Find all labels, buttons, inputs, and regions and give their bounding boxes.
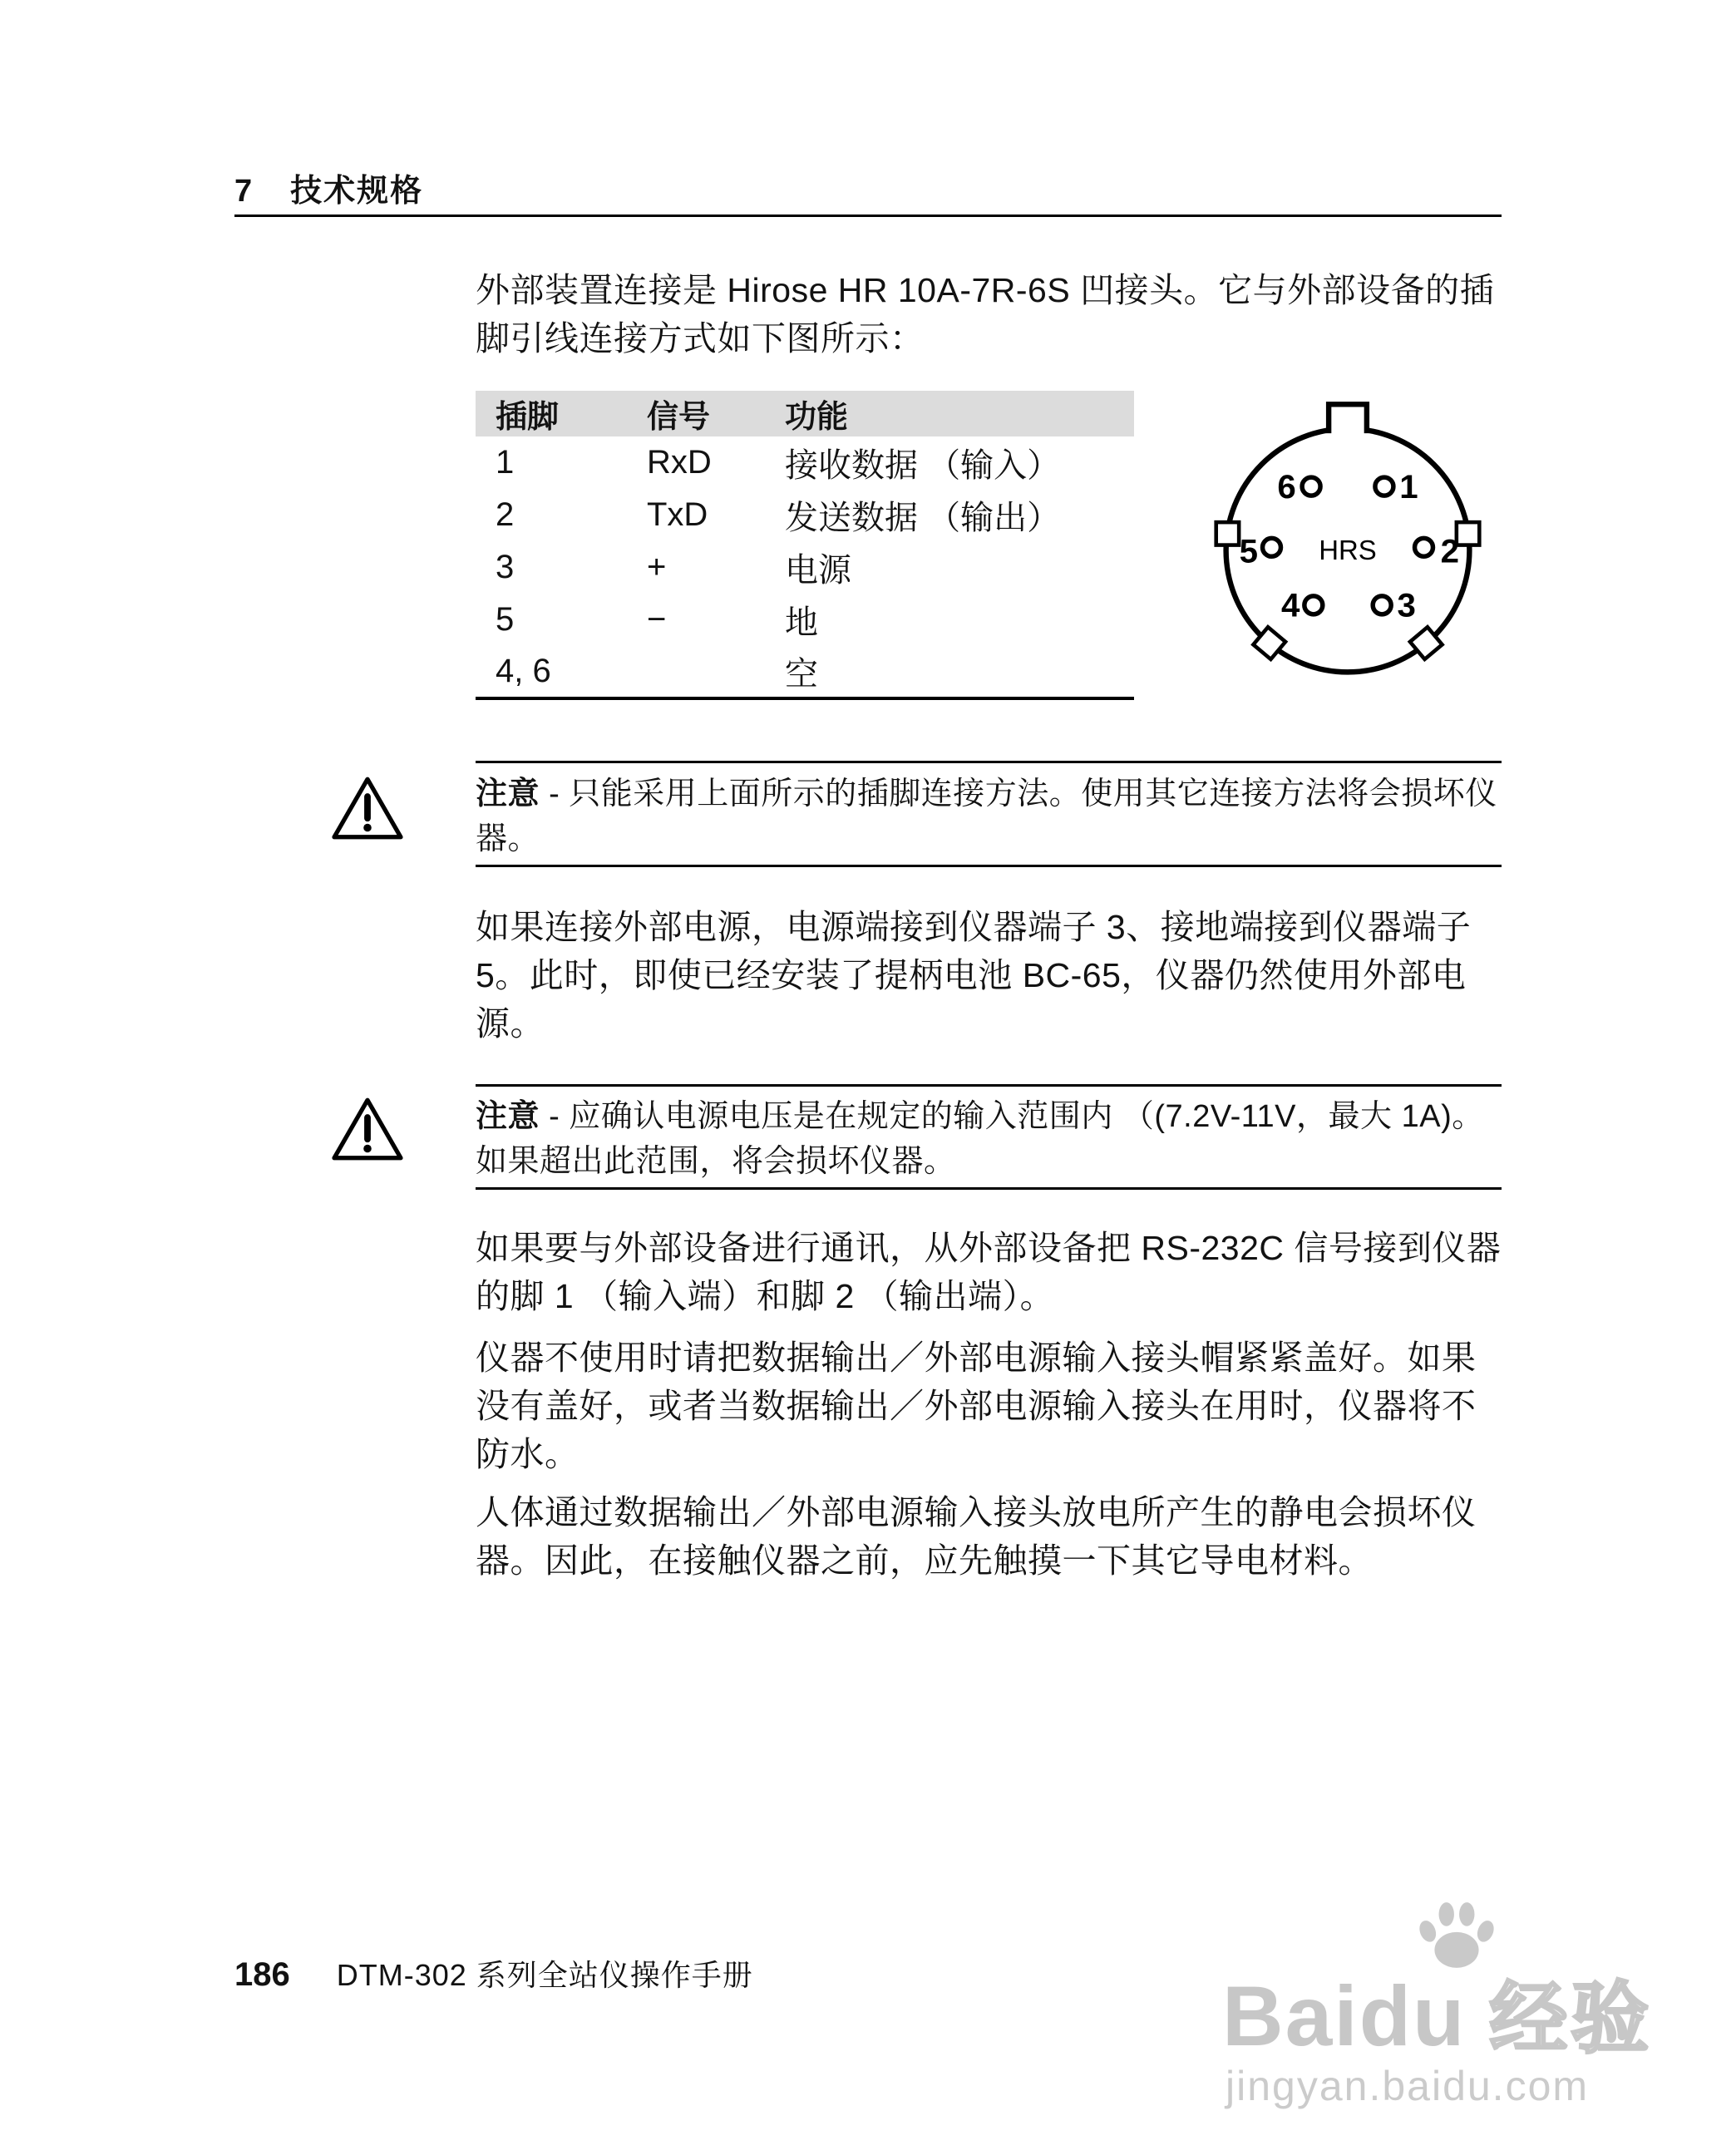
pin-6-hole [1302,477,1320,496]
baidu-wordmark: Baidu [1222,1969,1467,2064]
communication-paragraph: 如果要与外部设备进行通讯，从外部设备把 RS-232C 信号接到仪器的脚 1 （输入端）和脚 2 （输出端）。 [476,1229,1502,1315]
header-rule [234,215,1502,217]
jingyan-wordmark: 经验 [1489,1975,1653,2062]
pin-label-1: 1 [1399,467,1418,505]
note-1 [476,772,1507,861]
manual-title: DTM-302 系列全站仪操作手册 [336,1958,753,1992]
static-discharge-paragraph: 人体通过数据输出／外部电源输入接头放电所产生的静电会损坏仪器。因此，在接触仪器之前，应先触摸一下其它导电材料。 [476,1493,1477,1580]
pin-label-6: 6 [1277,467,1296,505]
pin-3-hole [1373,596,1391,614]
table-row [476,489,1134,541]
pin-cell: 3 [496,549,515,585]
external-power-paragraph: 如果连接外部电源，电源端接到仪器端子 3、接地端接到仪器端子 5。此时，即使已经安装了提柄电池 BC-65，仪器仍然使用外部电源。 [476,908,1472,1043]
page-footer [234,1952,753,1995]
table-row [476,594,1134,646]
pin-2-hole [1415,538,1433,556]
chapter-number: 7 [234,174,253,209]
function-cell: 接收数据 （输入） [785,447,1061,484]
function-cell: 空 [785,656,818,693]
signal-cell: RxD [647,444,712,481]
function-cell: 地 [785,604,818,641]
table-row [476,436,1134,489]
note-bottom-rule [476,865,1502,867]
pin-label-4: 4 [1280,586,1300,624]
page-number: 186 [234,1956,290,1993]
note-bottom-rule [476,1187,1502,1190]
column-header-function: 功能 [765,391,1134,436]
note-body: - 只能采用上面所示的插脚连接方法。使用其它连接方法将会损坏仪器。 [476,777,1497,856]
signal-cell [627,646,765,698]
warning-triangle-icon [331,1096,404,1162]
baidu-jingyan-watermark [1216,1897,1731,2130]
column-header-signal: 信号 [627,391,765,436]
connector-key-tab [1329,404,1367,433]
signal-cell: TxD [647,496,708,533]
pin-cell: 4, 6 [496,653,551,689]
pin-4-hole [1304,596,1323,614]
table-row [476,646,1134,698]
column-header-pin: 插脚 [476,391,627,436]
pin-label-2: 2 [1440,532,1460,570]
note-label: 注意 [476,1099,540,1134]
pin-5-hole [1263,538,1281,556]
table-row [476,541,1134,594]
pin-assignment-table [476,391,1134,700]
chapter-title: 技术规格 [290,174,424,209]
warning-triangle-icon [331,775,404,841]
signal-cell: − [647,601,667,638]
intro-paragraph: 外部装置连接是 Hirose HR 10A-7R-6S 凹接头。它与外部设备的插脚引线连接方式如下图所示： [476,271,1495,358]
chapter-header [234,165,423,210]
note-label: 注意 [476,777,540,811]
pin-cell: 1 [496,444,515,481]
pin-label-3: 3 [1397,586,1416,624]
watermark-logo [1222,1955,1652,2068]
note-body: - 应确认电源电压是在规定的输入范围内 （(7.2V-11V，最大 1A)。如果超出此范围，将会损坏仪器。 [476,1099,1484,1179]
cap-cover-paragraph: 仪器不使用时请把数据输出／外部电源输入接头帽紧紧盖好。如果没有盖好，或者当数据输出／外部电源输入接头在用时，仪器将不防水。 [476,1339,1477,1473]
signal-cell: + [647,549,667,585]
function-cell: 发送数据 （输出） [785,500,1061,536]
table-header-row [476,391,1134,436]
note-top-rule [476,1084,1502,1087]
connector-diagram [1196,389,1500,693]
note-2 [476,1094,1507,1184]
function-cell: 电源 [785,552,851,589]
note-top-rule [476,761,1502,763]
pin-cell: 2 [496,496,515,533]
pin-label-5: 5 [1239,532,1259,570]
pin-cell: 5 [496,601,515,638]
hrs-label: HRS [1319,534,1377,565]
pin-1-hole [1375,477,1393,496]
watermark-url: jingyan.baidu.com [1226,2063,1590,2109]
